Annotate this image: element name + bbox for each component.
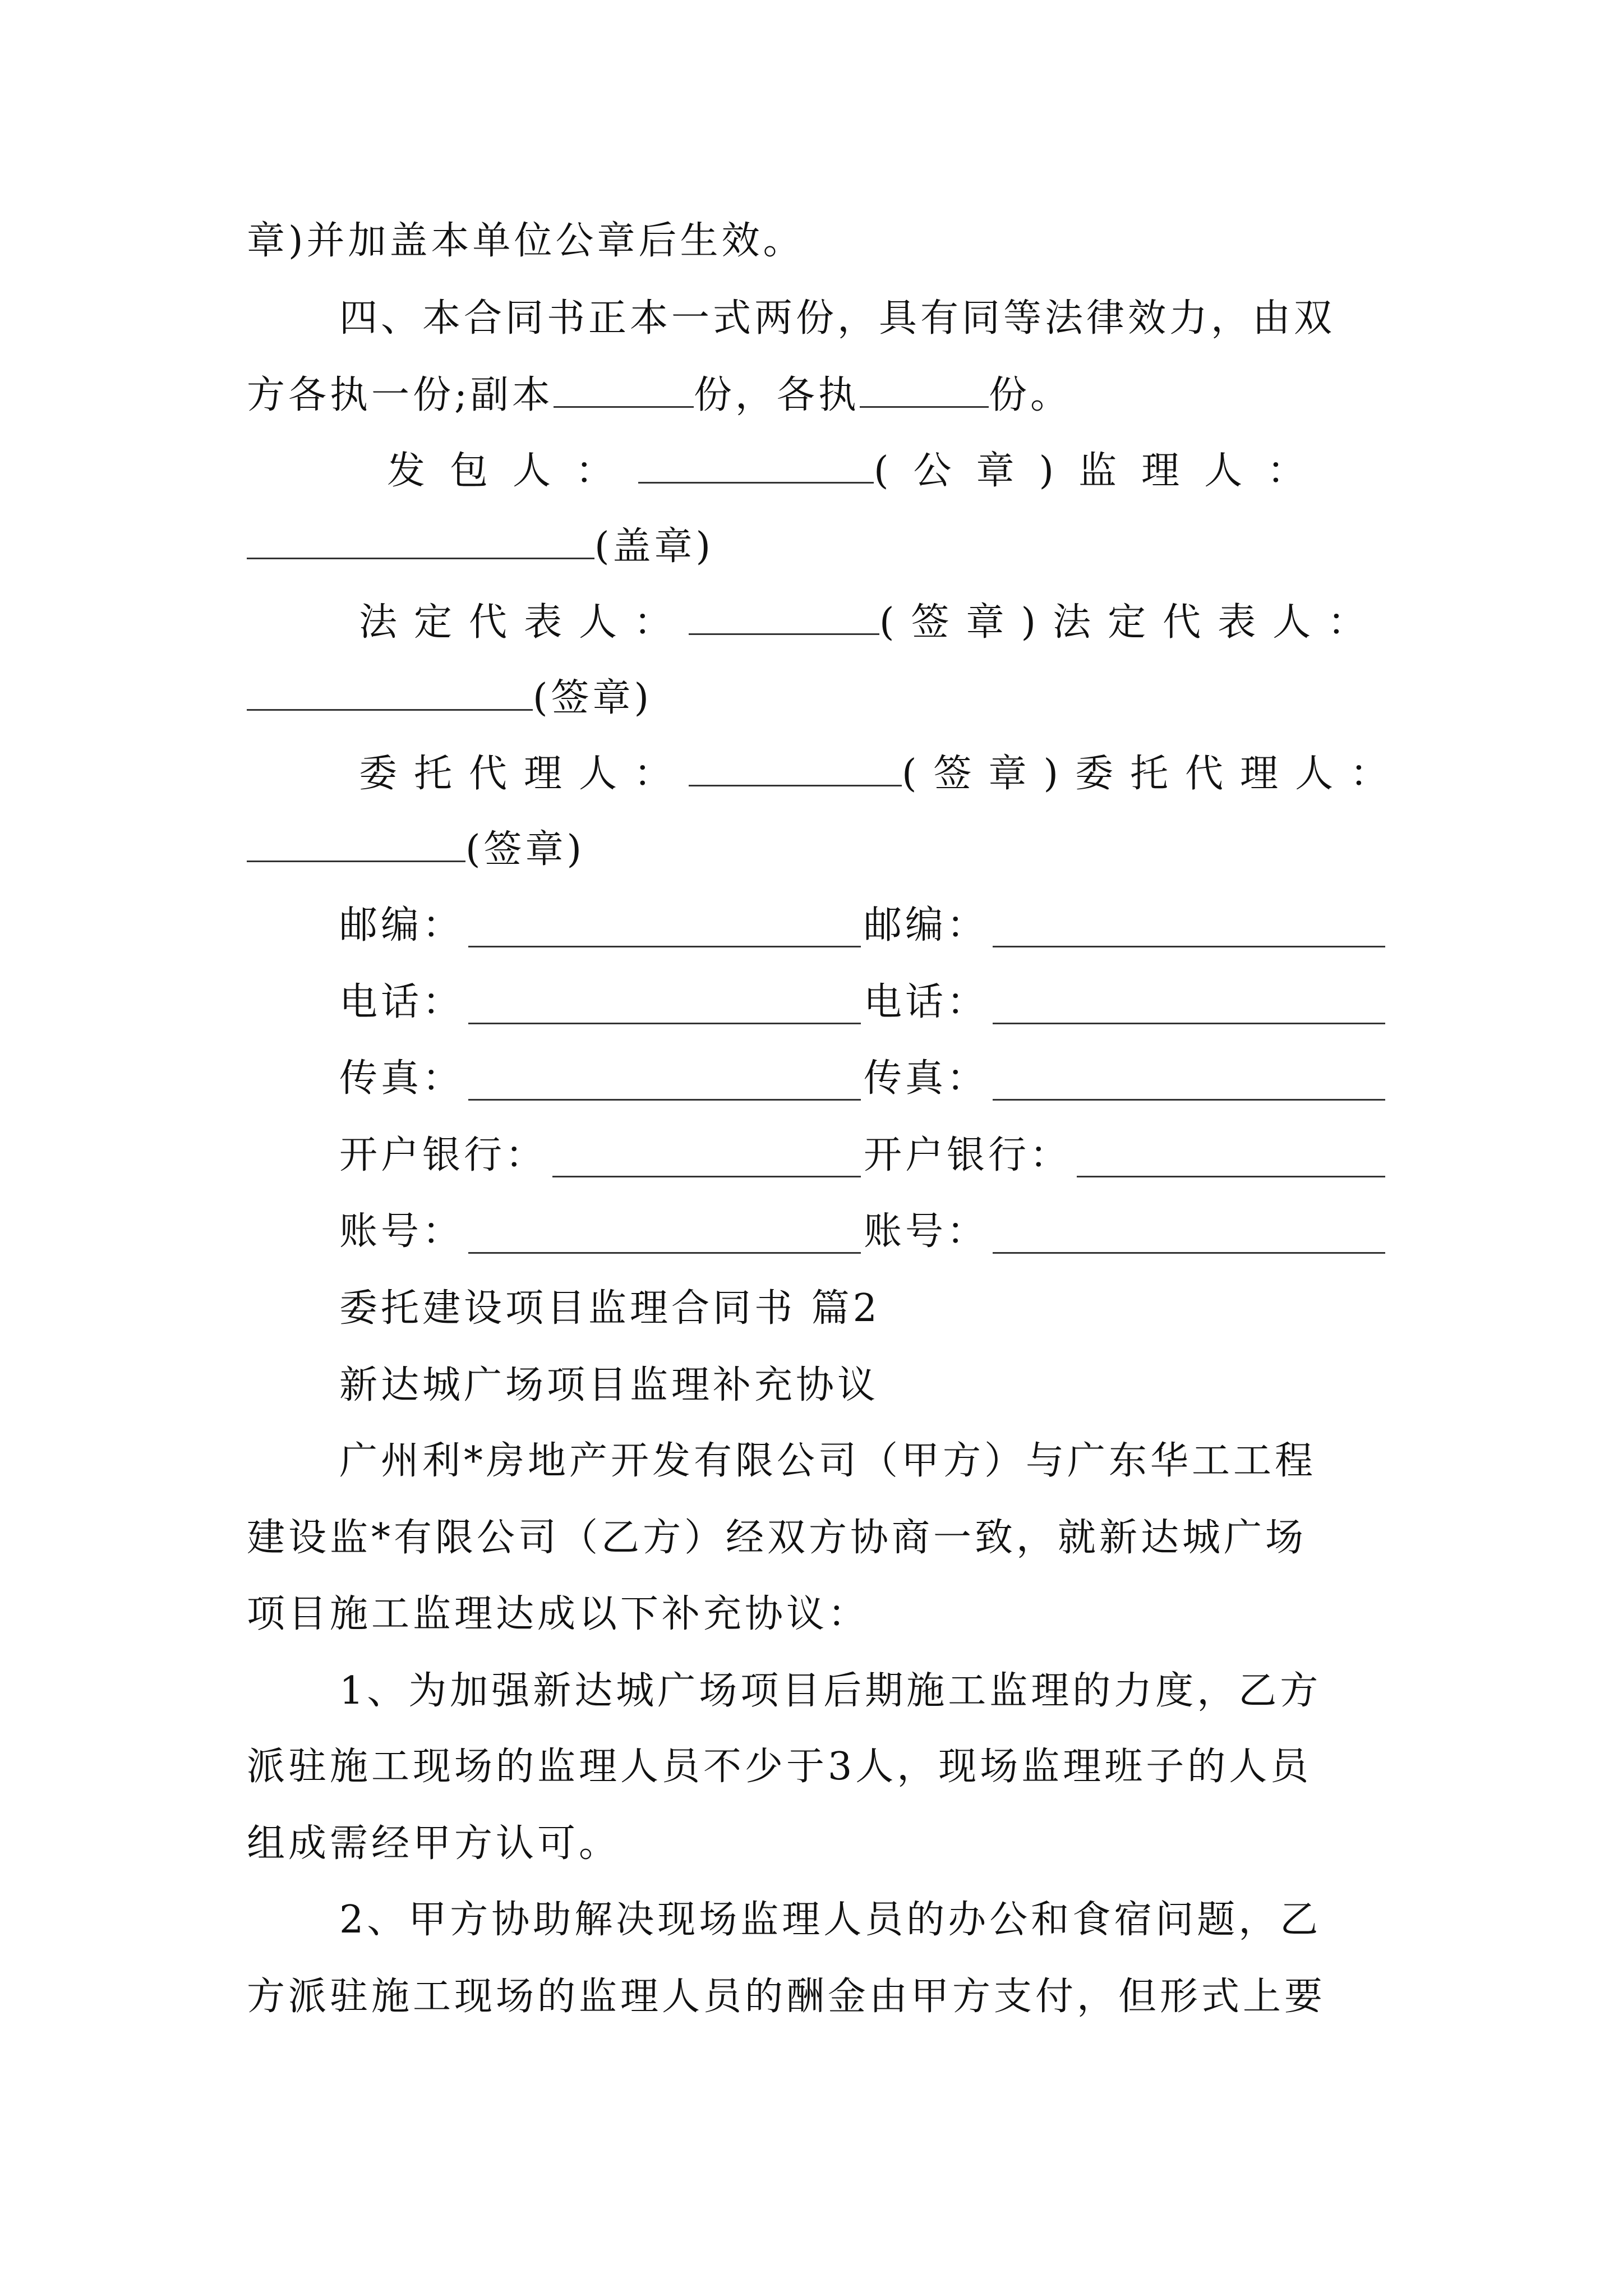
agent-label: 委托代理人： <box>359 752 689 796</box>
field-row-account <box>339 1204 1385 1260</box>
blank-underline <box>860 369 989 408</box>
public-seal-note: (公章) <box>874 449 1079 493</box>
contractor-label: 发包人： <box>387 449 639 493</box>
fax-label: 传真： <box>864 1056 989 1101</box>
legal-rep-label: 法定代表人： <box>1053 600 1383 645</box>
signature-line-legal-rep-cont <box>247 670 1385 726</box>
signature-line-agent <box>359 746 1405 802</box>
blank-underline <box>468 1215 861 1254</box>
blank-underline <box>1077 1139 1385 1177</box>
agent-label: 委托代理人： <box>1075 752 1405 796</box>
blank-underline <box>247 672 533 711</box>
signature-line-legal-rep <box>359 595 1391 651</box>
blank-underline <box>247 823 465 862</box>
blank-underline <box>468 986 861 1024</box>
paragraph-line: 建设监*有限公司（乙方）经双方协商一致，就新达城广场 <box>247 1516 1307 1560</box>
bank-label: 开户银行： <box>339 1133 547 1177</box>
blank-underline <box>993 1062 1385 1101</box>
supervisor-label: 监理人： <box>1078 449 1330 493</box>
field-row-fax <box>339 1051 1385 1107</box>
paragraph-line: 组成需经甲方认可。 <box>247 1821 621 1866</box>
blank-underline <box>468 909 861 947</box>
blank-underline <box>552 1139 861 1177</box>
sign-note: (签章) <box>902 752 1076 796</box>
account-label: 账号： <box>339 1209 464 1254</box>
paragraph-line: 1、为加强新达城广场项目后期施工监理的力度，乙方 <box>339 1669 1322 1713</box>
section-subtitle: 新达城广场项目监理补充协议 <box>339 1363 879 1407</box>
blank-underline <box>689 748 902 786</box>
section-heading: 委托建设项目监理合同书 篇2 <box>339 1286 880 1331</box>
account-label: 账号： <box>864 1209 989 1254</box>
blank-underline <box>247 521 594 559</box>
blank-underline <box>993 986 1385 1024</box>
sign-note: (签章) <box>533 676 653 720</box>
paragraph-line: 项目施工监理达成以下补充协议： <box>247 1592 870 1636</box>
text-span: 份，各执 <box>693 373 860 417</box>
blank-underline <box>468 1062 861 1101</box>
phone-label: 电话： <box>864 980 989 1024</box>
fax-label: 传真： <box>339 1056 464 1101</box>
postcode-label: 邮编： <box>339 903 464 947</box>
signature-line-contractor-cont <box>247 519 1385 575</box>
paragraph-line: 派驻施工现场的监理人员不少于3人，现场监理班子的人员 <box>247 1745 1312 1789</box>
field-row-bank <box>339 1128 1385 1184</box>
cover-seal-note: (盖章) <box>594 524 714 569</box>
paragraph-line: 四、本合同书正本一式两份，具有同等法律效力，由双 <box>339 296 1336 341</box>
paragraph-line: 章)并加盖本单位公章后生效。 <box>247 219 805 263</box>
blank-underline <box>993 909 1385 947</box>
sign-note: (签章) <box>465 827 585 872</box>
phone-label: 电话： <box>339 980 464 1024</box>
signature-line-contractor <box>387 443 1391 499</box>
bank-label: 开户银行： <box>864 1133 1072 1177</box>
blank-underline <box>689 596 879 635</box>
paragraph-line: 方派驻施工现场的监理人员的酬金由甲方支付，但形式上要 <box>247 1975 1326 2019</box>
blank-underline <box>638 445 874 484</box>
postcode-label: 邮编： <box>864 903 989 947</box>
paragraph-line <box>247 367 1385 424</box>
sign-note: (签章) <box>879 600 1053 645</box>
field-row-postcode <box>339 898 1385 954</box>
blank-underline <box>554 369 694 408</box>
text-span: 方各执一份;副本 <box>247 373 554 417</box>
signature-line-agent-cont <box>247 822 1385 878</box>
field-row-phone <box>339 974 1385 1030</box>
paragraph-line: 广州利*房地产开发有限公司（甲方）与广东华工工程 <box>339 1439 1317 1483</box>
legal-rep-label: 法定代表人： <box>359 600 689 645</box>
text-span: 份。 <box>988 373 1072 417</box>
blank-underline <box>993 1215 1385 1254</box>
paragraph-line: 2、甲方协助解决现场监理人员的办公和食宿问题，乙 <box>339 1898 1322 1942</box>
